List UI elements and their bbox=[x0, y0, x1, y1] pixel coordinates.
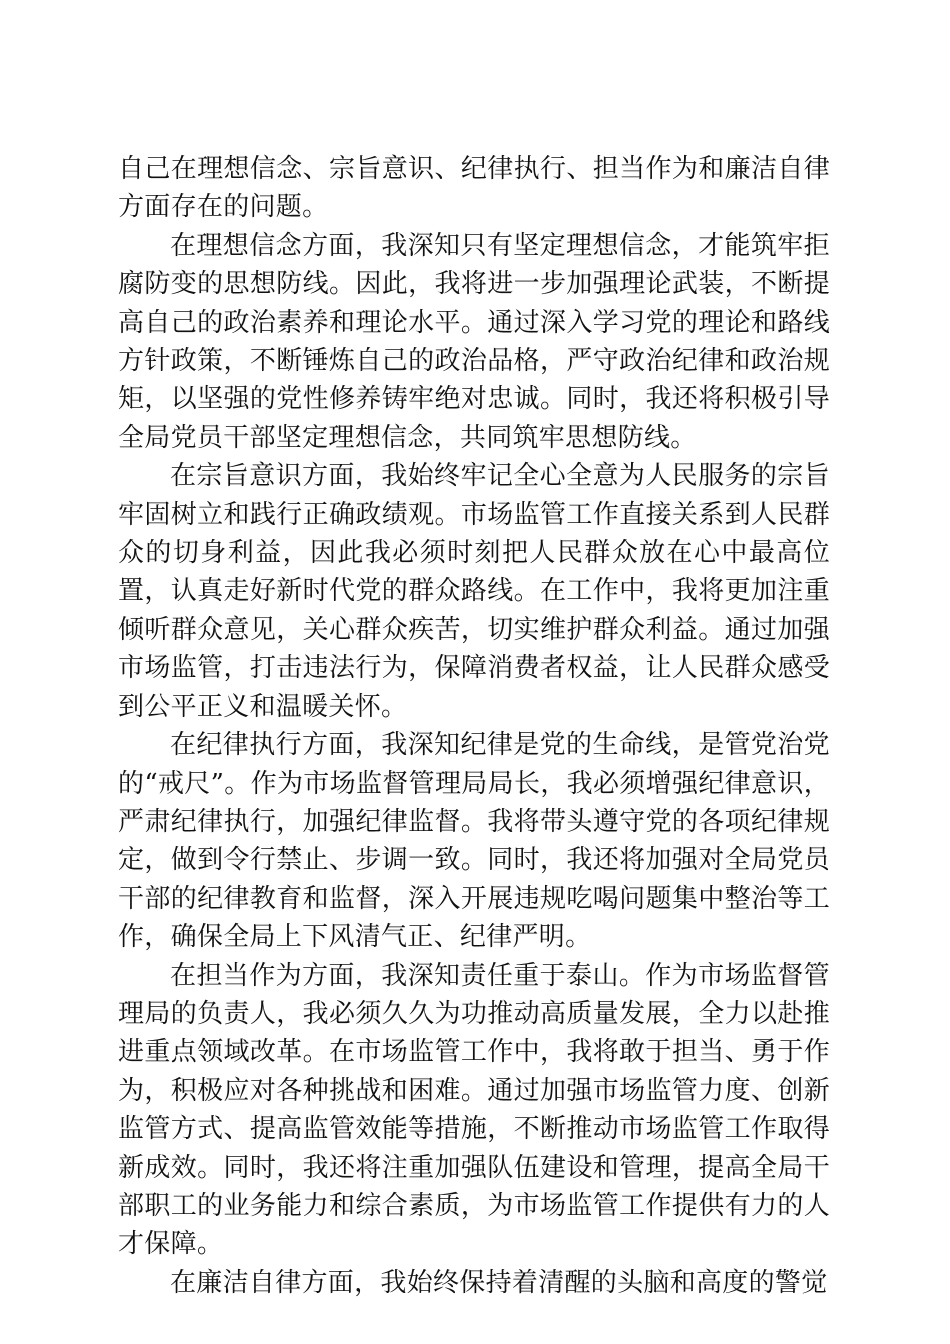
paragraph-ideals-beliefs: 在理想信念方面，我深知只有坚定理想信念，才能筑牢拒腐防变的思想防线。因此，我将进一步加强理论武装，不断提高自己的政治素养和理论水平。通过深入学习党的理论和路线方针政策，不断锤炼自己的政治品格，严守政治纪律和政治规矩，以坚强的党性修养铸牢绝对忠诚。同时，我还将积极引导全局党员干部坚定理想信念，共同筑牢思想防线。 bbox=[118, 230, 830, 453]
paragraph-responsibility: 在担当作为方面，我深知责任重于泰山。作为市场监督管理局的负责人，我必须久久为功推动高质量发展，全力以赴推进重点领域改革。在市场监管工作中，我将敢于担当、勇于作为，积极应对各种挑战和困难。通过加强市场监管力度、创新监管方式、提高监管效能等措施，不断推动市场监管工作取得新成效。同时，我还将注重加强队伍建设和管理，提高全局干部职工的业务能力和综合素质，为市场监管工作提供有力的人才保障。 bbox=[118, 960, 830, 1260]
paragraph-continuation: 自己在理想信念、宗旨意识、纪律执行、担当作为和廉洁自律方面存在的问题。 bbox=[118, 154, 830, 223]
paragraph-purpose-awareness: 在宗旨意识方面，我始终牢记全心全意为人民服务的宗旨牢固树立和践行正确政绩观。市场监管工作直接关系到人民群众的切身利益，因此我必须时刻把人民群众放在心中最高位置，认真走好新时代党的群众路线。在工作中，我将更加注重倾听群众意见，关心群众疾苦，切实维护群众利益。通过加强市场监管，打击违法行为，保障消费者权益，让人民群众感受到公平正义和温暖关怀。 bbox=[118, 461, 830, 722]
paragraph-discipline: 在纪律执行方面，我深知纪律是党的生命线，是管党治党的“戒尺”。作为市场监督管理局局长，我必须增强纪律意识，严肃纪律执行，加强纪律监督。我将带头遵守党的各项纪律规定，做到令行禁止、步调一致。同时，我还将加强对全局党员干部的纪律教育和监督，深入开展违规吃喝问题集中整治等工作，确保全局上下风清气正、纪律严明。 bbox=[118, 730, 831, 953]
document-body bbox=[118, 150, 830, 1302]
paragraph-integrity: 在廉洁自律方面，我始终保持着清醒的头脑和高度的警觉 bbox=[170, 1267, 828, 1298]
